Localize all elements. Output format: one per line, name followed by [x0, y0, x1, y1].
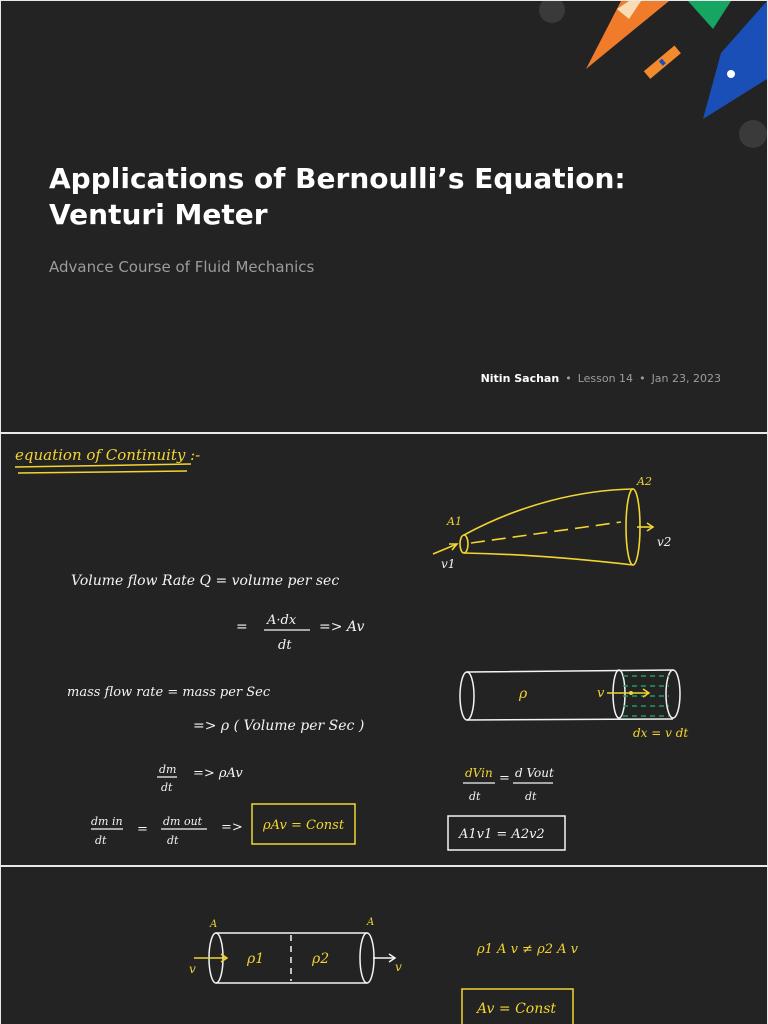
- dvin-numerator: dVin: [465, 766, 493, 780]
- title-line-2: Venturi Meter: [49, 198, 268, 231]
- rho2-label: ρ2: [312, 951, 330, 967]
- rho-av-line: => ρAv: [193, 766, 243, 781]
- deco-circle-right: [739, 120, 767, 148]
- fraction-denominator: dt: [278, 638, 292, 653]
- lesson-meta: [481, 372, 721, 385]
- handwritten-notes: [1, 434, 767, 865]
- dmout-numerator: dm out: [163, 815, 203, 828]
- result-a1v1-a2v2: A1v1 = A2v2: [459, 827, 545, 842]
- separator-dot: •: [565, 372, 572, 385]
- deco-green-shape: [688, 1, 731, 29]
- dmout-dt: dt: [167, 834, 179, 847]
- dmin-dt: dt: [95, 834, 107, 847]
- fraction-numerator: A·dx: [267, 613, 297, 628]
- title-slide: [1, 1, 767, 432]
- v-label: v: [597, 686, 605, 701]
- label-v1: v1: [441, 557, 456, 571]
- implies-av: => Av: [319, 619, 365, 635]
- equals-dv: =: [499, 771, 510, 786]
- page-title: [49, 161, 649, 233]
- separator-dot: •: [639, 372, 646, 385]
- author-name: Nitin Sachan: [480, 372, 560, 385]
- heading-underline: [15, 464, 191, 473]
- label-a2: A2: [637, 475, 652, 488]
- subtitle: Advance Course of Fluid Mechanics: [49, 258, 315, 276]
- handwritten-notes-2: [1, 867, 767, 1024]
- dt-denominator: dt: [161, 781, 173, 794]
- cylinder-two-densities: [194, 933, 395, 983]
- deco-white-dot: [727, 70, 735, 78]
- label-a1: A1: [447, 515, 462, 528]
- equals-in-out: =: [137, 822, 148, 837]
- rho-volume-line: => ρ ( Volume per Sec ): [193, 718, 365, 734]
- dvout-numerator: d Vout: [515, 766, 554, 780]
- label-a-left: A: [210, 919, 218, 930]
- lesson-number: Lesson 14: [577, 372, 634, 385]
- volume-flow-rate-line: Volume flow Rate Q = volume per sec: [71, 573, 340, 589]
- dm-numerator: dm: [159, 763, 177, 776]
- rho-label: ρ: [519, 686, 528, 702]
- dvout-dt: dt: [525, 790, 537, 803]
- tapered-pipe-diagram: [433, 489, 653, 565]
- result-av-const: Av = Const: [477, 1001, 557, 1017]
- label-a-right: A: [367, 917, 375, 928]
- mass-flow-rate-line: mass flow rate = mass per Sec: [67, 685, 271, 700]
- label-v-left: v: [189, 962, 196, 976]
- equals-sign: =: [236, 619, 248, 635]
- notes-slide-density: [1, 867, 767, 1024]
- dvin-dt: dt: [469, 790, 481, 803]
- heading-continuity: equation of Continuity :-: [15, 446, 201, 464]
- label-v2: v2: [657, 535, 672, 549]
- dx-label: dx = v dt: [633, 726, 689, 740]
- deco-ribbon: [644, 46, 681, 79]
- lesson-date: Jan 23, 2023: [651, 372, 721, 385]
- cylinder-diagram: [460, 670, 680, 720]
- deco-circle-top: [539, 1, 565, 23]
- notes-slide-continuity: [1, 434, 767, 865]
- result-rho-av-const: ρAv = Const: [263, 818, 345, 833]
- label-v-right: v: [395, 960, 402, 974]
- rho1-label: ρ1: [247, 951, 265, 967]
- implies-arrow: =>: [221, 820, 243, 835]
- inequality-line: ρ1 A v ≠ ρ2 A v: [477, 942, 578, 957]
- dmin-numerator: dm in: [91, 815, 123, 828]
- title-line-1: Applications of Bernoulli’s Equation:: [49, 162, 626, 195]
